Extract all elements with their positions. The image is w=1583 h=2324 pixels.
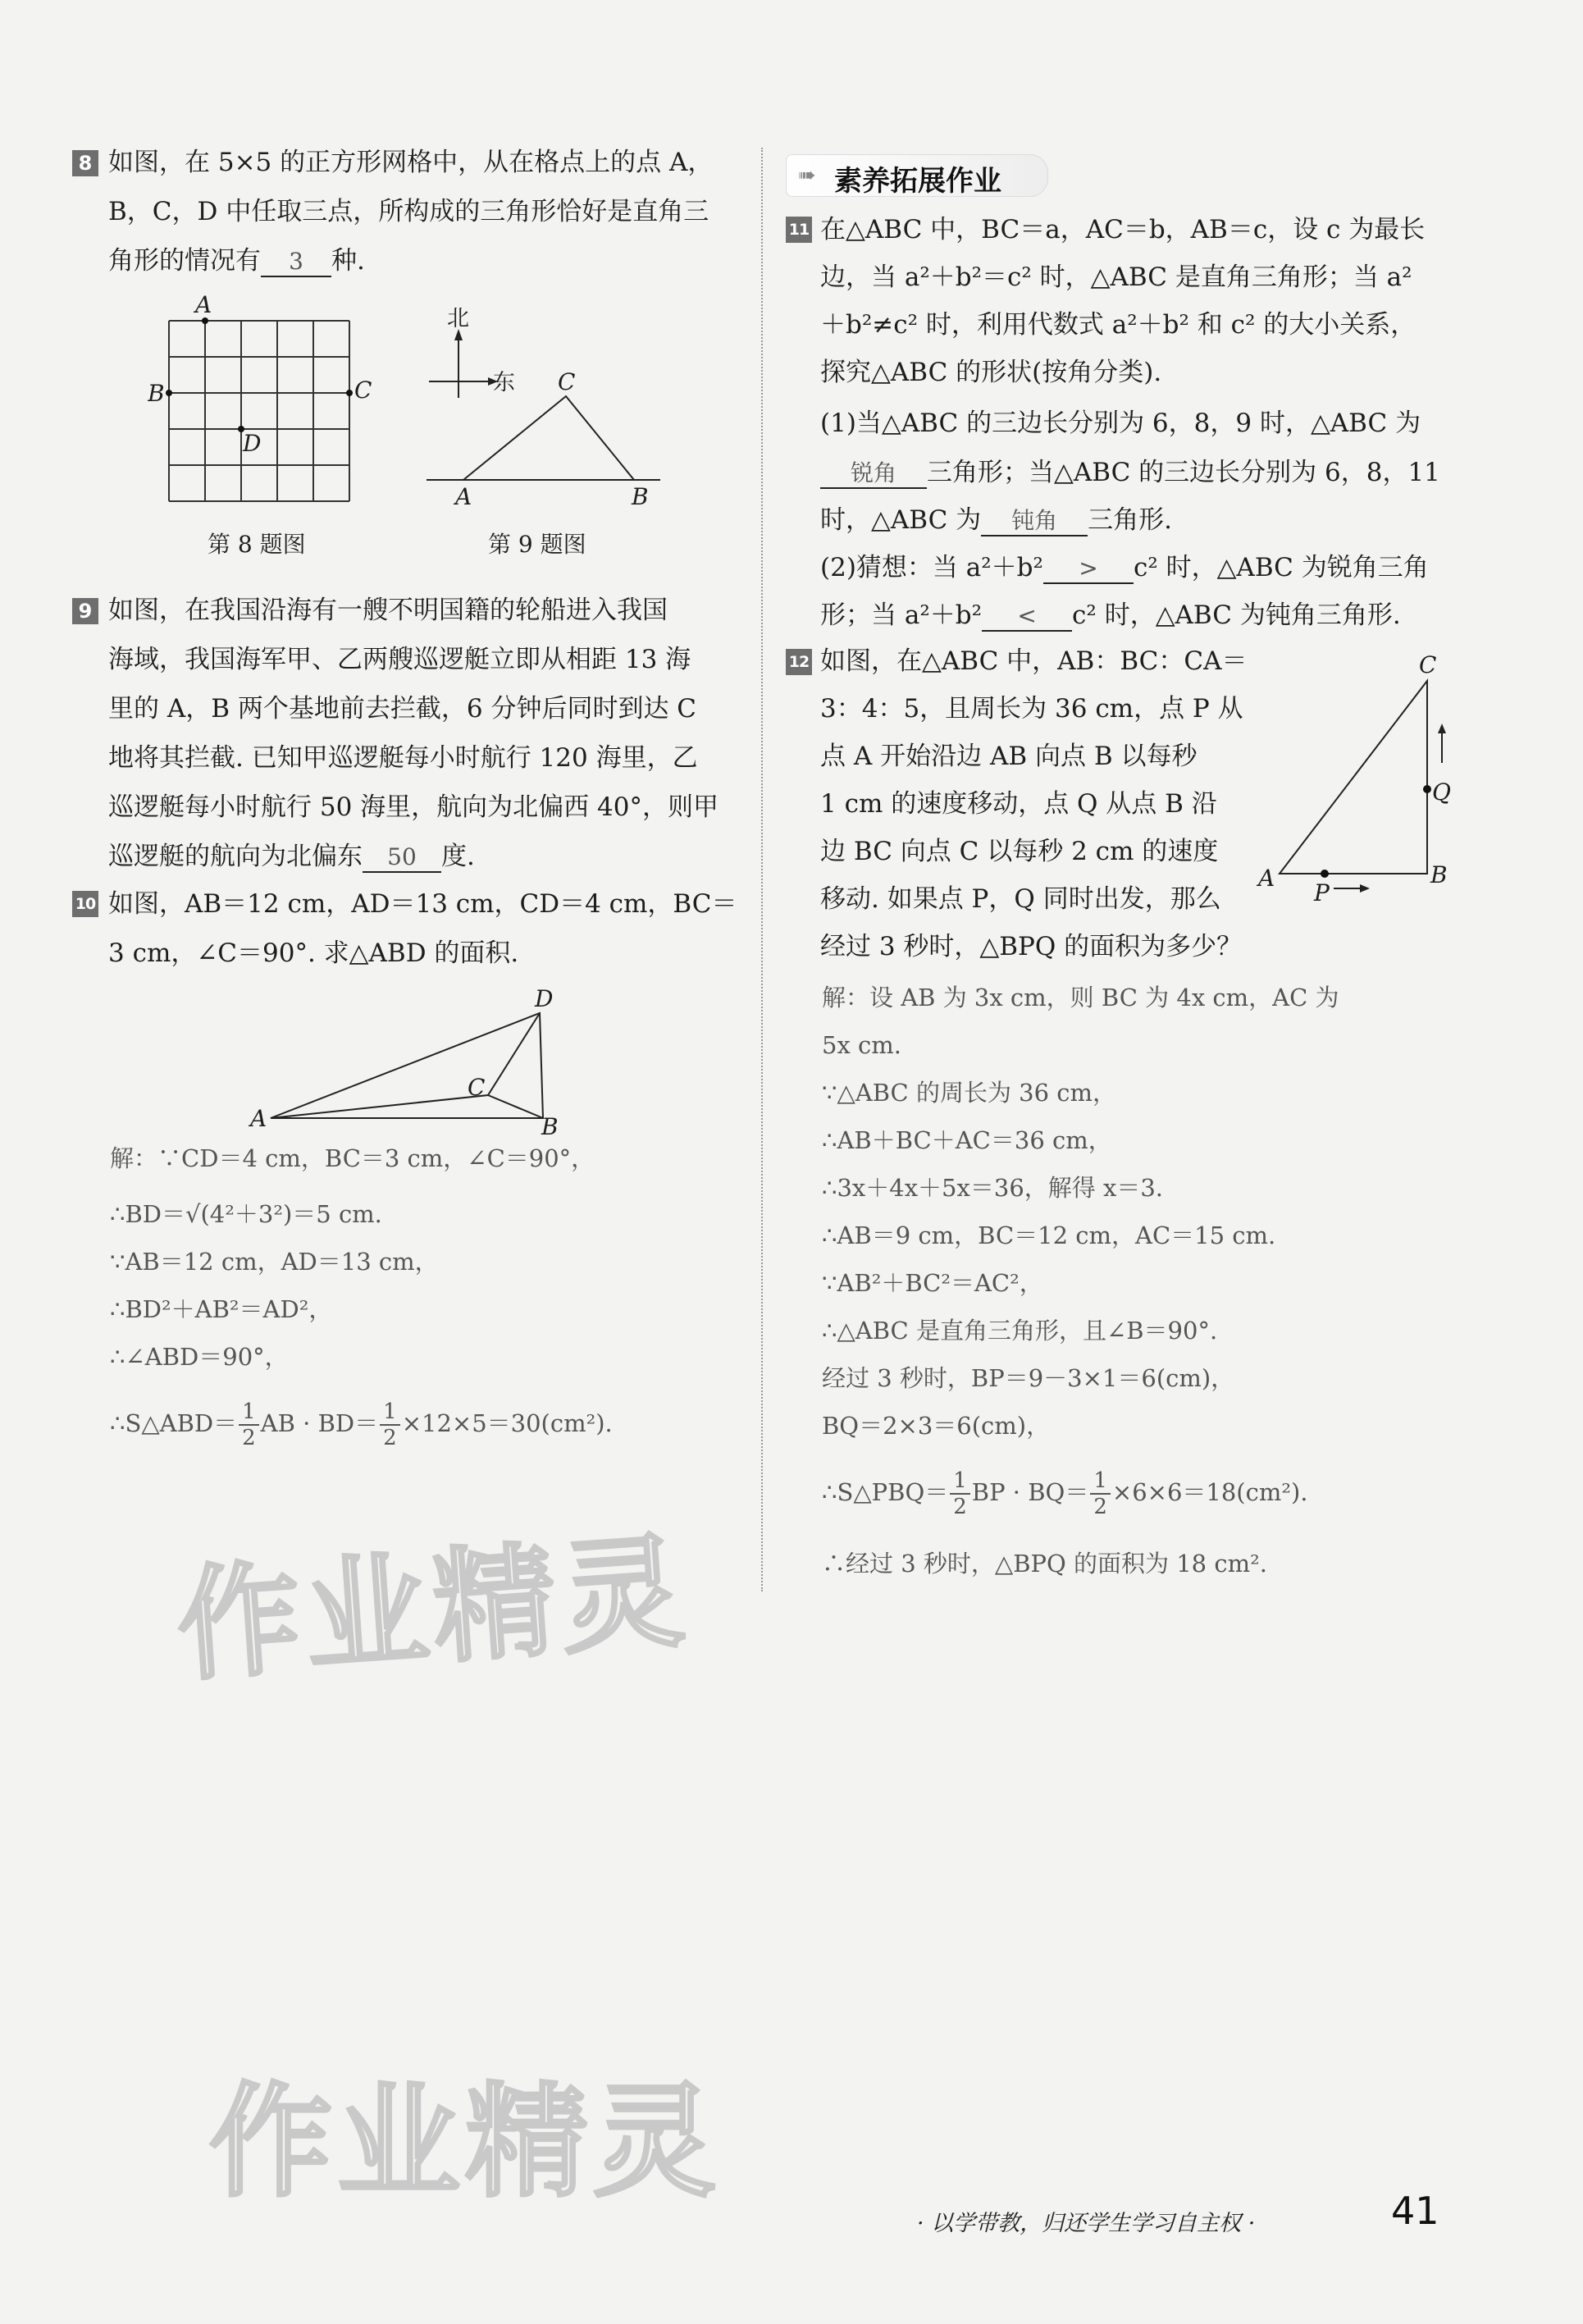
q10-half-fraction-2 <box>380 1399 400 1450</box>
q10-solution-line-3: ∵AB＝12 cm，AD＝13 cm， <box>110 1248 439 1276</box>
q9-line-4: 地将其拦截. 已知甲巡逻艇每小时航行 120 海里，乙 <box>108 743 698 773</box>
q11-part1-line-3 <box>820 504 1172 536</box>
q12-half-fraction-2 <box>1090 1468 1111 1519</box>
q10-solution-line-5: ∴∠ABD＝90°， <box>110 1343 289 1371</box>
q11-part2-line-1 <box>820 551 1429 584</box>
q12-solution-line-7: ∵AB²＋BC²＝AC²， <box>822 1269 1043 1297</box>
q12-half-num-2: 1 <box>1090 1468 1111 1495</box>
q9-line-5: 巡逻艇每小时航行 50 海里，航向为北偏西 40°，则甲 <box>108 792 719 822</box>
q10-label-a: A <box>250 1105 267 1132</box>
q10-solution-line-4: ∴BD²＋AB²＝AD²， <box>110 1295 333 1323</box>
q12-half-den-2: 2 <box>1093 1495 1107 1519</box>
q10-half-num-1: 1 <box>239 1399 259 1426</box>
q8-label-b: B <box>148 380 165 407</box>
q12-label-q: Q <box>1432 778 1451 806</box>
q11-line-1: 在△ABC 中，BC＝a，AC＝b，AB＝c，设 c 为最长 <box>820 215 1426 244</box>
q12-line-7: 经过 3 秒时，△BPQ 的面积为多少？ <box>820 932 1243 961</box>
q8-grid-figure <box>148 291 394 521</box>
question-number-8: 8 <box>72 150 98 176</box>
question-number-10: 10 <box>72 891 98 917</box>
q8-label-c: C <box>354 377 372 404</box>
question-number-9: 9 <box>72 598 98 624</box>
page-number: 41 <box>1391 2189 1439 2233</box>
q11-line-3: ＋b²≠c² 时，利用代数式 a²＋b² 和 c² 的大小关系， <box>820 310 1416 340</box>
q12-half-den-1: 2 <box>953 1495 967 1519</box>
q10-label-b: B <box>541 1113 559 1140</box>
watermark-upper: 作业精灵 <box>172 1520 694 1699</box>
q11-part2-post2: c² 时，△ABC 为钝角三角形. <box>1072 600 1401 630</box>
q12-final-tail: ×6×6＝18(cm²). <box>1111 1478 1308 1506</box>
q11-answer-obtuse: 钝角 <box>981 507 1088 536</box>
q12-solution-line-5: ∴3x＋4x＋5x＝36，解得 x＝3. <box>822 1174 1164 1202</box>
section-arrow-icon: ➠ <box>798 163 816 188</box>
q12-solution-line-6: ∴AB＝9 cm，BC＝12 cm，AC＝15 cm. <box>822 1221 1276 1249</box>
q10-solution-final <box>110 1395 613 1452</box>
q11-part1-line-3-pre: 时，△ABC 为 <box>820 505 982 535</box>
q9-tail: 度. <box>441 842 475 871</box>
q12-conclusion: ∴经过 3 秒时，△BPQ 的面积为 18 cm². <box>822 1550 1267 1577</box>
watermark-lower: 作业精灵 <box>209 2071 722 2214</box>
q11-line-2: 边，当 a²＋b²＝c² 时，△ABC 是直角三角形；当 a² <box>820 263 1412 292</box>
q12-solution-line-2: 5x cm. <box>822 1031 901 1059</box>
q9-label-c: C <box>558 368 576 395</box>
q8-label-d: D <box>243 430 262 457</box>
q10-solution-line-2: ∴BD＝√(4²＋3²)＝5 cm. <box>110 1200 382 1228</box>
q12-final-mid: BP · BQ＝ <box>971 1478 1089 1506</box>
q8-line-3 <box>108 244 365 277</box>
q9-line-6 <box>108 840 475 873</box>
q9-line-2: 海域，我国海军甲、乙两艘巡逻艇立即从相距 13 海 <box>108 645 691 674</box>
q11-part2-pre: (2)猜想：当 a²＋b² <box>820 553 1043 582</box>
q9-line-6-text: 巡逻艇的航向为北偏东 <box>108 842 363 871</box>
q10-half-den-2: 2 <box>383 1426 397 1450</box>
section-title: 素养拓展作业 <box>834 165 1001 198</box>
q12-label-a: A <box>1258 865 1275 892</box>
q10-half-fraction-1 <box>239 1399 259 1450</box>
q11-part1-line-2-text: 三角形；当△ABC 的三边长分别为 6，8，11 <box>927 458 1440 487</box>
q8-line-1: 如图，在 5×5 的正方形网格中，从在格点上的点 A， <box>108 148 714 177</box>
question-number-11: 11 <box>786 217 812 243</box>
q10-half-den-1: 2 <box>242 1426 256 1450</box>
section-header <box>786 154 1048 197</box>
q9-line-3: 里的 A，B 两个基地前去拦截，6 分钟后同时到达 C <box>108 694 697 724</box>
q10-half-num-2: 1 <box>380 1399 400 1426</box>
q12-solution-line-1: 解：设 AB 为 3x cm，则 BC 为 4x cm，AC 为 <box>822 984 1339 1011</box>
q11-part1-line-3-post: 三角形. <box>1088 505 1173 535</box>
q12-line-5: 边 BC 向点 C 以每秒 2 cm 的速度 <box>820 837 1219 866</box>
q11-part1-line-2 <box>820 456 1440 489</box>
q10-triangle-figure <box>246 988 574 1140</box>
q12-solution-line-10: BQ＝2×3＝6(cm)， <box>822 1412 1051 1440</box>
q10-label-c: C <box>468 1074 486 1101</box>
footer-slogan: · 以学带教，归还学生学习自主权 · <box>917 2211 1256 2236</box>
q10-final-mid: AB · BD＝ <box>260 1409 379 1437</box>
q12-line-2: 3：4：5，且周长为 36 cm，点 P 从 <box>820 694 1243 724</box>
q11-answer-less: < <box>982 602 1072 632</box>
q11-line-4: 探究△ABC 的形状(按角分类). <box>820 358 1162 387</box>
q10-line-2: 3 cm，∠C＝90°. 求△ABD 的面积. <box>108 938 519 968</box>
q8-tail: 种. <box>331 246 365 276</box>
question-number-12: 12 <box>786 649 812 675</box>
q11-answer-greater: > <box>1043 555 1134 584</box>
q8-label-a: A <box>195 291 212 318</box>
q9-compass-figure <box>422 308 668 517</box>
q9-label-a: A <box>455 483 472 510</box>
q12-label-c: C <box>1419 651 1437 678</box>
q8-answer-blank: 3 <box>261 248 331 277</box>
q12-label-b: B <box>1430 861 1448 888</box>
column-divider <box>761 148 763 1591</box>
q10-final-prefix: ∴S△ABD＝ <box>110 1409 238 1437</box>
q12-triangle-figure <box>1255 648 1468 911</box>
q12-half-fraction-1 <box>950 1468 970 1519</box>
q12-line-6: 移动. 如果点 P，Q 同时出发，那么 <box>820 884 1221 914</box>
q8-line-3-text: 角形的情况有 <box>108 246 261 276</box>
q12-solution-line-3: ∵△ABC 的周长为 36 cm， <box>822 1079 1117 1107</box>
q12-final-prefix: ∴S△PBQ＝ <box>822 1478 949 1506</box>
q11-part2-mid: c² 时，△ABC 为锐角三角 <box>1133 553 1429 582</box>
q9-line-1: 如图，在我国沿海有一艘不明国籍的轮船进入我国 <box>108 596 668 625</box>
q12-solution-line-9: 经过 3 秒时，BP＝9－3×1＝6(cm)， <box>822 1364 1235 1392</box>
q9-answer-blank: 50 <box>363 843 441 873</box>
q9-caption: 第 9 题图 <box>488 531 586 558</box>
q8-caption: 第 8 题图 <box>208 531 306 558</box>
q12-label-p: P <box>1314 879 1330 906</box>
q11-part2-pre2: 形；当 a²＋b² <box>820 600 983 630</box>
q9-label-b: B <box>632 483 649 510</box>
q10-label-d: D <box>535 988 554 1012</box>
q12-line-1: 如图，在△ABC 中，AB：BC：CA＝ <box>820 646 1248 676</box>
q10-solution-line-1: 解：∵CD＝4 cm，BC＝3 cm，∠C＝90°， <box>110 1144 595 1172</box>
q12-solution-final <box>822 1463 1308 1521</box>
q10-line-1: 如图，AB＝12 cm，AD＝13 cm，CD＝4 cm，BC＝ <box>108 889 737 919</box>
q11-part1-line-1: (1)当△ABC 的三边长分别为 6，8，9 时，△ABC 为 <box>820 409 1421 438</box>
q9-label-north: 北 <box>447 308 469 331</box>
q12-half-num-1: 1 <box>950 1468 970 1495</box>
q12-line-4: 1 cm 的速度移动，点 Q 从点 B 沿 <box>820 789 1217 819</box>
q11-answer-acute: 锐角 <box>820 459 927 489</box>
q12-solution-line-8: ∴△ABC 是直角三角形，且∠B＝90°. <box>822 1317 1218 1345</box>
q11-part2-line-2 <box>820 599 1401 632</box>
q12-solution-line-4: ∴AB＋BC＋AC＝36 cm， <box>822 1126 1112 1154</box>
q9-label-east: 东 <box>493 370 515 395</box>
q8-line-2: B，C，D 中任取三点，所构成的三角形恰好是直角三 <box>108 197 709 226</box>
q12-line-3: 点 A 开始沿边 AB 向点 B 以每秒 <box>820 742 1198 771</box>
q10-final-tail: ×12×5＝30(cm²). <box>401 1409 613 1437</box>
